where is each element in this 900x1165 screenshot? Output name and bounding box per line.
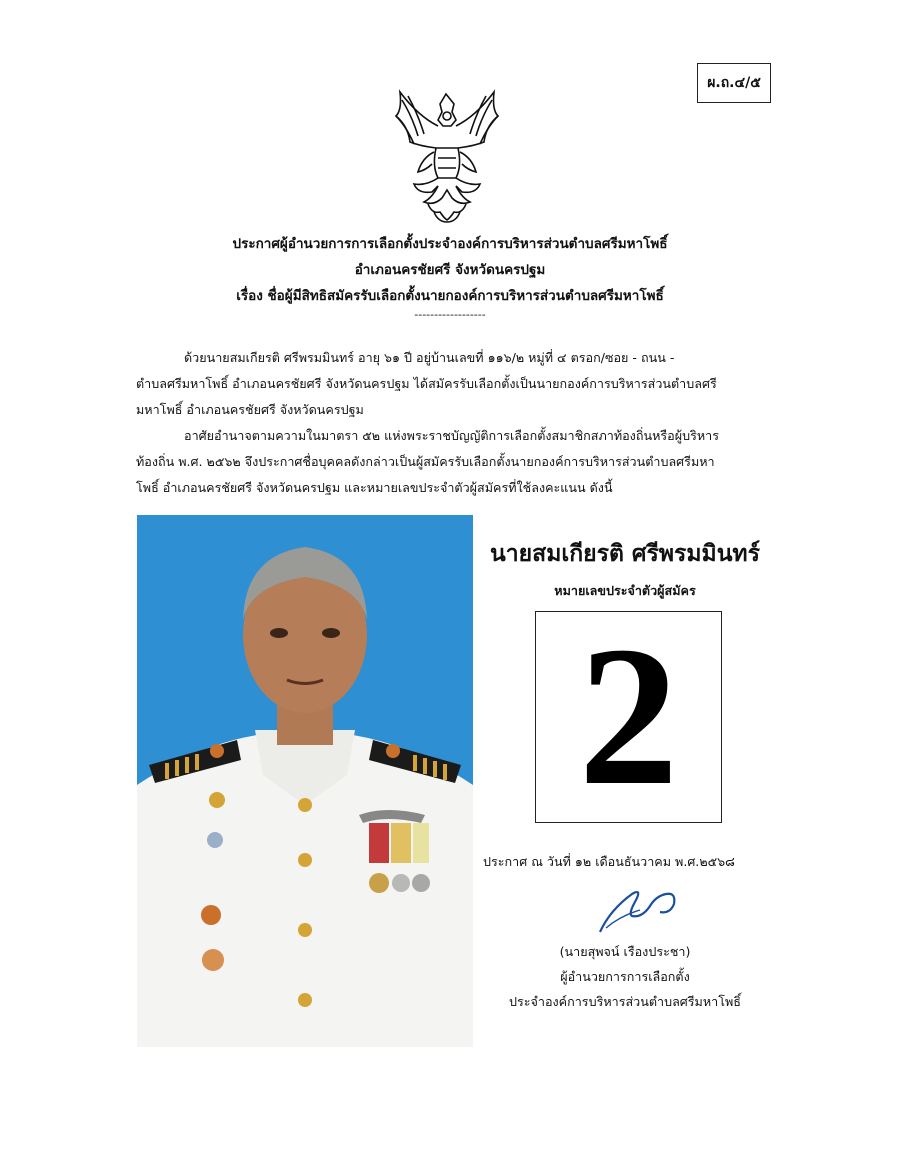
candidate-number-box — [535, 606, 722, 827]
body-paragraph-1-line-1: ด้วยนายสมเกียรติ ศรีพรมมินทร์ อายุ ๖๑ ปี อยู่บ้านเลขที่ ๑๑๖/๒ หมู่ที่ ๔ ตรอก/ซอย - ถนน - — [184, 350, 675, 365]
form-code: ผ.ถ.๔/๕ — [707, 75, 761, 91]
handwritten-signature — [570, 880, 690, 940]
announcement-date: ประกาศ ณ วันที่ ๑๒ เดือนธันวาคม พ.ศ.๒๕๖๘ — [483, 854, 735, 869]
body-paragraph-1-line-3: มหาโพธิ์ อำเภอนครชัยศรี จังหวัดนครปฐม — [136, 402, 364, 417]
form-code-box — [697, 63, 771, 103]
body-paragraph-2-line-3: โพธิ์ อำเภอนครชัยศรี จังหวัดนครปฐม และหมายเลขประจำตัวผู้สมัครที่ใช้ลงคะแนน ดังนี้ — [136, 480, 613, 495]
candidate-number-label: หมายเลขประจำตัวผู้สมัคร — [554, 583, 696, 598]
candidate-name: นายสมเกียรติ ศรีพรมมินทร์ — [490, 541, 760, 567]
candidate-portrait-photo — [137, 515, 473, 1047]
signer-title-1: ผู้อำนวยการการเลือกตั้ง — [560, 969, 690, 984]
portrait-illustration — [137, 515, 473, 1047]
garuda-emblem-icon — [388, 86, 506, 226]
body-paragraph-1-line-2: ตำบลศรีมหาโพธิ์ อำเภอนครชัยศรี จังหวัดนครปฐม ได้สมัครรับเลือกตั้งเป็นนายกองค์การบริหารส่วนตำบลศรี — [136, 376, 717, 391]
candidate-number: 2 — [578, 606, 679, 827]
signer-title-2: ประจำองค์การบริหารส่วนตำบลศรีมหาโพธิ์ — [509, 994, 741, 1009]
body-paragraph-2-line-2: ท้องถิ่น พ.ศ. ๒๕๖๒ จึงประกาศชื่อบุคคลดังกล่าวเป็นผู้สมัครรับเลือกตั้งนายกองค์การบริหารส่วนตำบลศรีมหา — [136, 454, 715, 469]
heading-line-1: ประกาศผู้อำนวยการการเลือกตั้งประจำองค์การบริหารส่วนตำบลศรีมหาโพธิ์ — [232, 236, 668, 252]
body-paragraph-2-line-1: อาศัยอำนาจตามความในมาตรา ๕๒ แห่งพระราชบัญญัติการเลือกตั้งสมาชิกสภาท้องถิ่นหรือผู้บริหาร — [184, 428, 719, 443]
heading-line-2: อำเภอนครชัยศรี จังหวัดนครปฐม — [354, 262, 546, 278]
heading-divider: ------------------ — [414, 308, 486, 321]
signer-name: (นายสุพจน์ เรืองประชา) — [559, 944, 691, 959]
heading-subject: เรื่อง ชื่อผู้มีสิทธิสมัครรับเลือกตั้งนายกองค์การบริหารส่วนตำบลศรีมหาโพธิ์ — [236, 288, 664, 304]
